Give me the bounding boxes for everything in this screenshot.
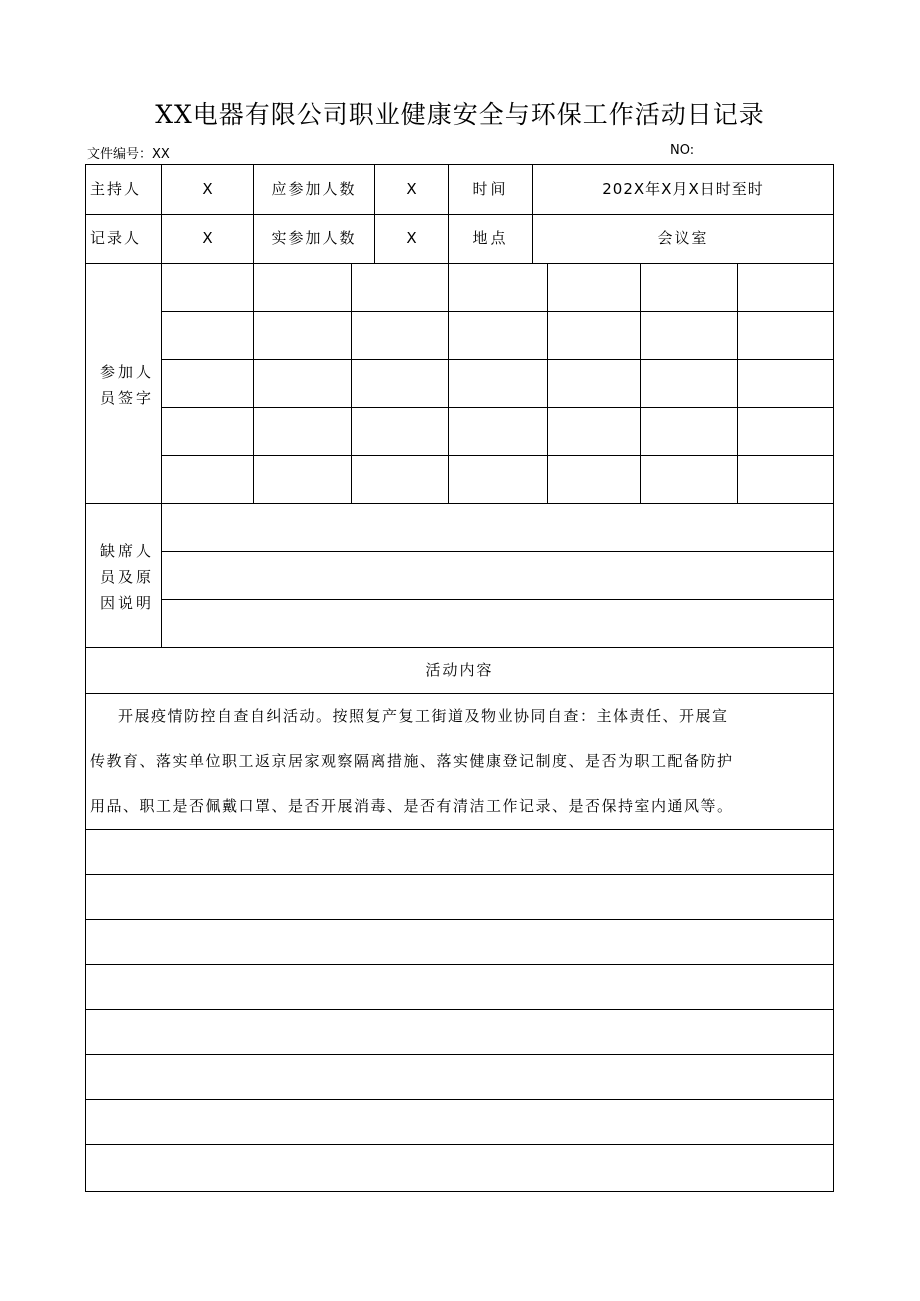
location-value: 会议室 bbox=[657, 229, 709, 247]
activity-line: 开展疫情防控自查自纠活动。按照复产复工街道及物业协同自查：主体责任、开展宣 bbox=[118, 707, 729, 725]
signature-row-divider bbox=[161, 311, 833, 312]
location-label: 地点 bbox=[472, 229, 509, 247]
record-form-table bbox=[85, 164, 834, 1192]
signature-row-divider bbox=[161, 455, 833, 456]
blank-row-divider bbox=[86, 919, 833, 920]
blank-row-divider bbox=[86, 1054, 833, 1055]
host-value: X bbox=[202, 180, 213, 198]
record-number-label: NO: bbox=[670, 143, 695, 158]
signature-column-divider bbox=[547, 263, 548, 503]
activity-header: 活动内容 bbox=[425, 661, 494, 679]
row-divider bbox=[86, 693, 833, 694]
blank-row-divider bbox=[86, 1099, 833, 1100]
signature-column-divider bbox=[351, 263, 352, 503]
column-divider bbox=[374, 165, 375, 263]
time-label: 时间 bbox=[472, 180, 509, 198]
signature-column-divider bbox=[448, 263, 449, 503]
expected-attendance-value: X bbox=[406, 180, 417, 198]
row-divider bbox=[86, 263, 833, 264]
blank-row-divider bbox=[86, 874, 833, 875]
activity-line: 传教育、落实单位职工返京居家观察隔离措施、落实健康登记制度、是否为职工配备防护 bbox=[90, 752, 734, 770]
activity-line: 用品、职工是否佩戴口罩、是否开展消毒、是否有清洁工作记录、是否保持室内通风等。 bbox=[90, 797, 734, 815]
recorder-label: 记录人 bbox=[90, 229, 142, 247]
actual-attendance-value: X bbox=[406, 229, 417, 247]
row-divider bbox=[86, 214, 833, 215]
column-divider bbox=[448, 165, 449, 263]
signature-column-divider bbox=[737, 263, 738, 503]
signature-column-divider bbox=[253, 263, 254, 503]
file-number: 文件编号：XX bbox=[87, 147, 170, 162]
column-divider bbox=[532, 165, 533, 263]
absent-row-divider bbox=[161, 551, 833, 552]
blank-row-divider bbox=[86, 829, 833, 830]
blank-row-divider bbox=[86, 964, 833, 965]
signature-section-label: 参加人员签字 bbox=[100, 363, 155, 407]
row-divider bbox=[86, 647, 833, 648]
actual-attendance-label: 实参加人数 bbox=[271, 229, 357, 247]
signature-row-divider bbox=[161, 407, 833, 408]
absent-section-label: 缺席人员及原因说明 bbox=[100, 542, 155, 612]
row-divider bbox=[86, 503, 833, 504]
signature-column-divider bbox=[640, 263, 641, 503]
signature-row-divider bbox=[161, 359, 833, 360]
time-value: 202X年X月X日时至时 bbox=[602, 180, 764, 198]
host-label: 主持人 bbox=[90, 180, 142, 198]
column-divider bbox=[161, 165, 162, 263]
absent-row-divider bbox=[161, 599, 833, 600]
expected-attendance-label: 应参加人数 bbox=[271, 180, 357, 198]
recorder-value: X bbox=[202, 229, 213, 247]
document-title: XX电器有限公司职业健康安全与环保工作活动日记录 bbox=[155, 100, 765, 129]
blank-row-divider bbox=[86, 1009, 833, 1010]
blank-row-divider bbox=[86, 1144, 833, 1145]
column-divider bbox=[253, 165, 254, 263]
